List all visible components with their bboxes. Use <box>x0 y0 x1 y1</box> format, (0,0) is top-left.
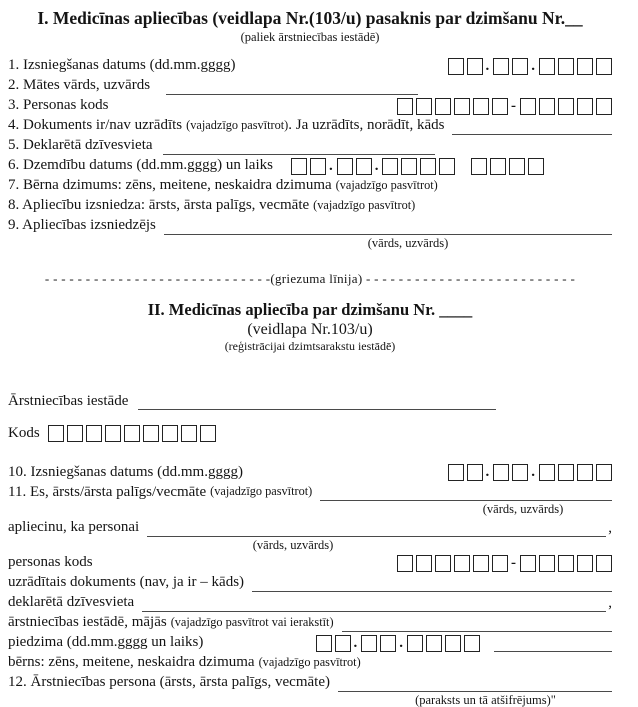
field-certifier <box>8 482 612 501</box>
field-issued-by-role <box>8 196 612 215</box>
char-box <box>439 158 455 175</box>
char-box <box>490 158 506 175</box>
char-box <box>426 635 442 652</box>
fill-line <box>320 485 612 501</box>
field-child-sex <box>8 176 612 195</box>
char-box <box>380 635 396 652</box>
char-box <box>454 98 470 115</box>
char-box <box>493 464 509 481</box>
fill-line <box>166 79 418 95</box>
field-label: deklarētā dzīvesvieta <box>8 594 135 611</box>
fill-line <box>342 616 612 632</box>
char-box <box>435 555 451 572</box>
field-label: uzrādītais dokuments (nav, ja ir – kāds) <box>8 574 245 591</box>
char-box <box>143 425 159 442</box>
char-box <box>558 98 574 115</box>
char-box <box>539 555 555 572</box>
field-institution-code <box>8 423 612 442</box>
box-separator: . <box>353 635 358 651</box>
char-box <box>539 58 555 75</box>
field-medical-person <box>8 673 612 692</box>
code-boxes <box>48 425 216 442</box>
field-label: 10. Izsniegšanas datums (dd.mm.gggg) <box>8 463 243 480</box>
char-box <box>401 158 417 175</box>
field-born-datetime <box>8 633 612 652</box>
field-label: bērns: zēns, meitene, neskaidra dzimuma <box>8 654 255 671</box>
field-note: (vajadzīgo pasvītrot) <box>258 655 361 670</box>
date-boxes <box>448 464 613 481</box>
char-box <box>539 98 555 115</box>
field-presented-document <box>8 573 612 592</box>
char-box <box>467 58 483 75</box>
char-box <box>471 158 487 175</box>
field-label: Ārstniecības iestāde <box>8 392 129 409</box>
char-box <box>337 158 353 175</box>
fill-line <box>147 521 606 537</box>
fill-line <box>252 576 612 592</box>
char-box <box>435 98 451 115</box>
box-separator: . <box>531 57 535 74</box>
field-label: 9. Apliecības izsniedzējs <box>8 217 156 234</box>
box-separator: - <box>511 555 516 571</box>
fill-line <box>452 119 612 135</box>
section2-title: II. Medicīnas apliecība par dzimšanu Nr. ____ <box>147 300 473 320</box>
char-box <box>382 158 398 175</box>
char-box <box>310 158 326 175</box>
char-box <box>124 425 140 442</box>
char-box <box>492 98 508 115</box>
fill-line <box>494 636 612 652</box>
char-box <box>162 425 178 442</box>
section2-subtitle-form-number: (veidlapa Nr.103/u) <box>247 321 373 339</box>
field-note: (vajadzīgo pasvītrot) <box>186 117 289 132</box>
caption-name-surname: (vārds, uzvārds) <box>252 537 334 552</box>
char-box <box>520 98 536 115</box>
field-label: 6. Dzemdību datums (dd.mm.gggg) un laiks <box>8 157 273 174</box>
field-issuer-name <box>8 216 612 235</box>
char-box <box>335 635 351 652</box>
field-document-shown <box>8 116 612 135</box>
field-medical-institution <box>8 391 612 410</box>
char-box <box>420 158 436 175</box>
char-box <box>512 58 528 75</box>
box-separator: . <box>399 635 403 651</box>
section1-title: I. Medicīnas apliecības (veidlapa Nr.(103/u) pasaknis par dzimšanu Nr.__ <box>37 8 583 28</box>
fill-line <box>164 219 612 235</box>
section2-subtitle-registration: (reģistrācijai dzimtsarakstu iestādē) <box>224 339 396 354</box>
field-label: apliecinu, ka personai <box>8 518 140 535</box>
field-label: 7. Bērna dzimums: zēns, meitene, neskaidra dzimuma <box>8 177 332 194</box>
field-label: 11. Es, ārsts/ārsta palīgs/vecmāte <box>8 483 207 500</box>
char-box <box>493 58 509 75</box>
field-note: (vajadzīgo pasvītrot vai ierakstīt) <box>170 615 334 630</box>
char-box <box>473 555 489 572</box>
char-box <box>397 555 413 572</box>
field-personal-code-2 <box>8 553 612 572</box>
box-separator: . <box>485 57 490 74</box>
comma: , <box>608 519 612 536</box>
char-box <box>454 555 470 572</box>
field-label: 3. Personas kods <box>8 97 109 114</box>
field-declared-residence <box>8 136 612 155</box>
char-box <box>539 464 555 481</box>
field-label: personas kods <box>8 554 93 571</box>
box-separator: - <box>511 97 516 114</box>
date-boxes <box>448 58 613 75</box>
char-box <box>577 58 593 75</box>
char-box <box>577 98 593 115</box>
char-box <box>528 158 544 175</box>
section1-subtitle: (paliek ārstniecības iestādē) <box>240 29 380 44</box>
box-separator: . <box>531 464 535 481</box>
char-box <box>558 555 574 572</box>
char-box <box>105 425 121 442</box>
char-box <box>596 555 612 572</box>
personal-code-boxes <box>397 98 612 115</box>
char-box <box>361 635 377 652</box>
field-birth-place <box>8 613 612 632</box>
field-label: 5. Deklarētā dzīvesvieta <box>8 137 153 154</box>
field-note: (vajadzīgo pasvītrot) <box>313 197 416 212</box>
char-box <box>520 555 536 572</box>
field-label: ārstniecības iestādē, mājās <box>8 614 167 631</box>
char-box <box>473 98 489 115</box>
char-box <box>445 635 461 652</box>
field-mother-name <box>8 76 612 95</box>
caption-name-surname: (vārds, uzvārds) <box>367 235 449 250</box>
caption-signature: (paraksts un tā atšifrējums)" <box>415 693 556 707</box>
field-birth-datetime <box>8 156 612 175</box>
char-box <box>397 98 413 115</box>
field-declared-residence-2 <box>8 593 612 612</box>
date-boxes <box>316 635 481 652</box>
char-box <box>448 464 464 481</box>
char-box <box>316 635 332 652</box>
caption-name-surname: (vārds, uzvārds) <box>482 502 564 517</box>
char-box <box>596 58 612 75</box>
char-box <box>67 425 83 442</box>
field-issue-date <box>8 56 612 75</box>
date-time-boxes <box>291 158 545 175</box>
box-separator: . <box>328 157 333 174</box>
char-box <box>577 555 593 572</box>
char-box <box>448 58 464 75</box>
char-box <box>416 98 432 115</box>
char-box <box>596 98 612 115</box>
field-child-sex-2 <box>8 653 612 672</box>
char-box <box>416 555 432 572</box>
field-label: 12. Ārstniecības persona (ārsts, ārsta palīgs, vecmāte) <box>8 674 330 691</box>
char-box <box>577 464 593 481</box>
box-separator: . <box>374 157 379 174</box>
field-label: 8. Apliecību izsniedza: ārsts, ārsta palīgs, vecmāte <box>8 197 310 214</box>
field-label: Kods <box>8 424 40 441</box>
char-box <box>291 158 307 175</box>
cut-line: - - - - - - - - - - - - - - - - - - - - - - - - - - - -(griezuma līnija) - - - - - - - - - - - - - - - - - - - - - - - - - - <box>44 271 576 287</box>
field-personal-code <box>8 96 612 115</box>
field-label: 1. Izsniegšanas datums (dd.mm.gggg) <box>8 57 236 74</box>
char-box <box>492 555 508 572</box>
char-box <box>558 58 574 75</box>
char-box <box>558 464 574 481</box>
comma: , <box>608 595 612 611</box>
field-label: piedzima (dd.mm.gggg un laiks) <box>8 634 204 651</box>
field-issue-date-2 <box>8 462 612 481</box>
char-box <box>512 464 528 481</box>
fill-line <box>138 394 496 410</box>
char-box <box>181 425 197 442</box>
field-label: 4. Dokuments ir/nav uzrādīts <box>8 117 183 134</box>
char-box <box>48 425 64 442</box>
fill-line <box>163 139 435 155</box>
field-certify-person <box>8 518 612 537</box>
char-box <box>86 425 102 442</box>
field-label-cont: . Ja uzrādīts, norādīt, kāds <box>288 117 445 134</box>
char-box <box>356 158 372 175</box>
char-box <box>467 464 483 481</box>
char-box <box>509 158 525 175</box>
personal-code-boxes <box>397 555 612 572</box>
char-box <box>464 635 480 652</box>
field-label: 2. Mātes vārds, uzvārds <box>8 77 151 94</box>
fill-line <box>338 676 612 692</box>
field-note: (vajadzīgo pasvītrot) <box>210 484 313 499</box>
field-note: (vajadzīgo pasvītrot) <box>335 177 438 192</box>
fill-line <box>142 596 606 612</box>
char-box <box>407 635 423 652</box>
char-box <box>596 464 612 481</box>
box-separator: . <box>485 464 490 481</box>
char-box <box>200 425 216 442</box>
